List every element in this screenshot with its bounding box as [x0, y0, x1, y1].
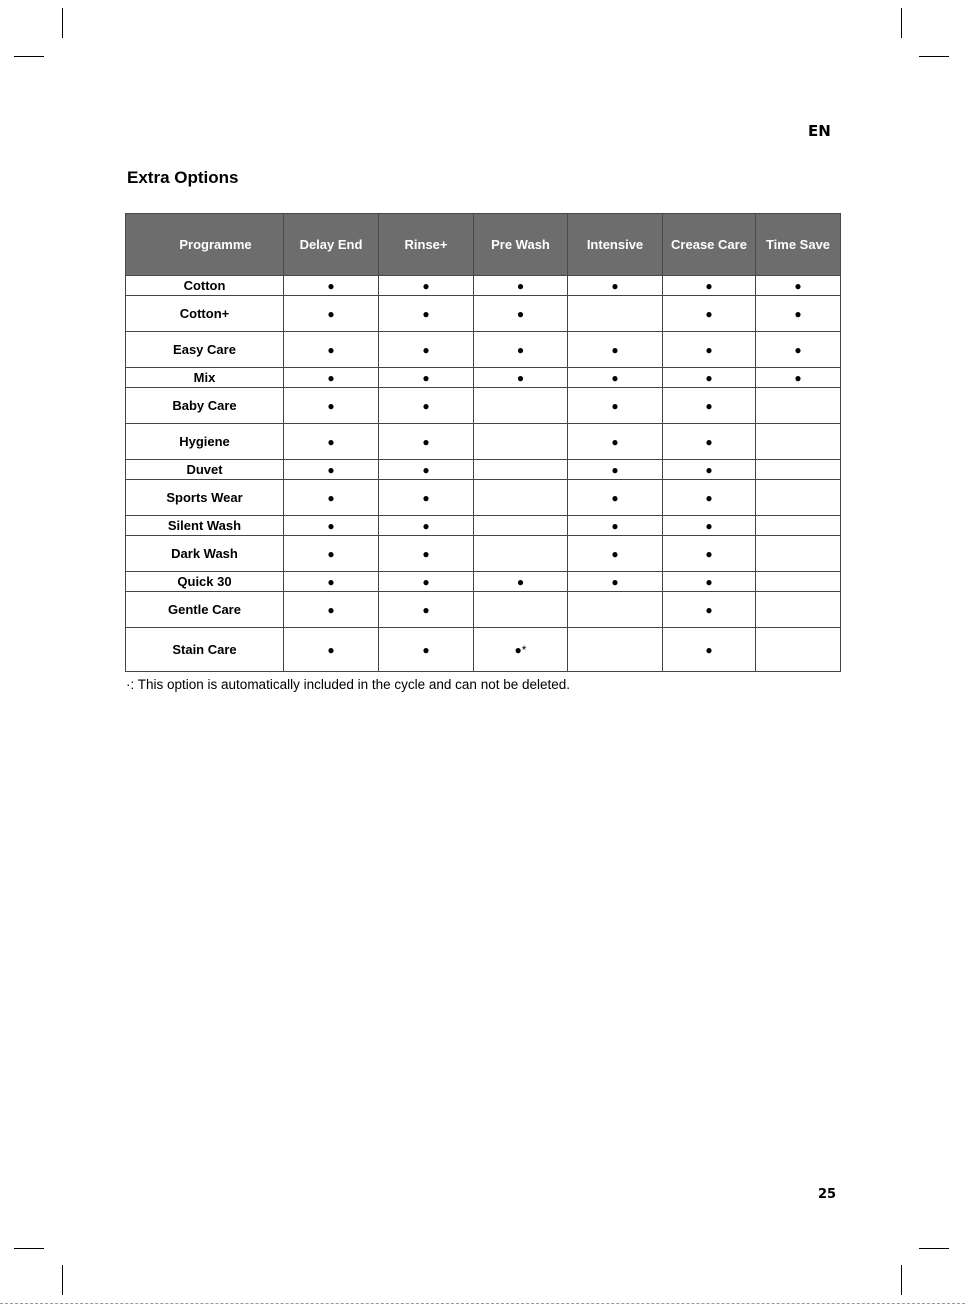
- option-cell: ●: [568, 276, 663, 296]
- column-header: Programme: [126, 214, 284, 276]
- option-cell: ●: [474, 572, 568, 592]
- table-row: [126, 516, 841, 536]
- option-cell: [756, 572, 841, 592]
- option-cell: ●: [284, 276, 379, 296]
- column-header: Intensive: [568, 214, 663, 276]
- option-cell: [756, 388, 841, 424]
- option-cell: [756, 628, 841, 672]
- option-cell: ●: [663, 296, 756, 332]
- option-cell: [474, 388, 568, 424]
- option-cell: [756, 536, 841, 572]
- option-cell: ●: [568, 424, 663, 460]
- option-cell: ●: [756, 368, 841, 388]
- crop-mark-bottom-right-vertical: [901, 1265, 902, 1295]
- option-cell: [756, 516, 841, 536]
- option-cell: ●: [284, 460, 379, 480]
- programme-cell: Silent Wash: [126, 516, 284, 536]
- programme-cell: Mix: [126, 368, 284, 388]
- option-cell: ●: [284, 572, 379, 592]
- option-cell: ●: [284, 388, 379, 424]
- table-row: [126, 536, 841, 572]
- option-cell: ●: [379, 592, 474, 628]
- crop-mark-bottom-right-horizontal: [919, 1248, 949, 1249]
- option-cell: ●: [379, 424, 474, 460]
- option-cell: ●*: [474, 628, 568, 672]
- option-cell: ●: [379, 628, 474, 672]
- option-cell: ●: [663, 388, 756, 424]
- option-cell: ●: [284, 480, 379, 516]
- option-cell: ●: [756, 276, 841, 296]
- option-cell: ●: [474, 296, 568, 332]
- option-cell: [474, 592, 568, 628]
- programme-cell: Cotton: [126, 276, 284, 296]
- crop-mark-top-right-horizontal: [919, 56, 949, 57]
- table-row: [126, 332, 841, 368]
- option-cell: ●: [663, 516, 756, 536]
- crop-mark-top-left-horizontal: [14, 56, 44, 57]
- option-cell: ●: [379, 388, 474, 424]
- option-cell: ●: [663, 536, 756, 572]
- option-cell: ●: [284, 332, 379, 368]
- option-cell: ●: [379, 480, 474, 516]
- option-cell: ●: [568, 536, 663, 572]
- option-cell: ●: [756, 332, 841, 368]
- option-cell: [474, 516, 568, 536]
- page-number: 25: [818, 1187, 837, 1202]
- option-cell: ●: [568, 460, 663, 480]
- column-header: Crease Care: [663, 214, 756, 276]
- option-cell: ●: [284, 424, 379, 460]
- option-cell: ●: [284, 296, 379, 332]
- table-row: [126, 460, 841, 480]
- option-cell: [756, 480, 841, 516]
- option-cell: [474, 480, 568, 516]
- column-header: Time Save: [756, 214, 841, 276]
- option-cell: ●: [568, 516, 663, 536]
- option-cell: ●: [379, 368, 474, 388]
- option-cell: ●: [284, 592, 379, 628]
- option-cell: ●: [284, 368, 379, 388]
- table-header-row: [126, 214, 841, 276]
- option-cell: ●: [284, 536, 379, 572]
- language-label: EN: [808, 122, 831, 140]
- programme-cell: Duvet: [126, 460, 284, 480]
- option-cell: ●: [663, 332, 756, 368]
- column-header: Pre Wash: [474, 214, 568, 276]
- option-cell: ●: [379, 536, 474, 572]
- table-body: [126, 276, 841, 672]
- option-cell: [474, 424, 568, 460]
- table-row: [126, 296, 841, 332]
- option-cell: ●: [663, 424, 756, 460]
- option-cell: ●: [663, 572, 756, 592]
- programme-cell: Hygiene: [126, 424, 284, 460]
- table-row: [126, 424, 841, 460]
- option-cell: ●: [663, 460, 756, 480]
- extra-options-table: [125, 213, 841, 672]
- column-header: Delay End: [284, 214, 379, 276]
- programme-cell: Dark Wash: [126, 536, 284, 572]
- option-cell: ●: [379, 516, 474, 536]
- option-cell: ●: [663, 592, 756, 628]
- programme-cell: Stain Care: [126, 628, 284, 672]
- option-cell: ●: [568, 388, 663, 424]
- option-cell: [756, 460, 841, 480]
- crop-mark-bottom-left-vertical: [62, 1265, 63, 1295]
- option-cell: ●: [284, 516, 379, 536]
- option-cell: [756, 424, 841, 460]
- option-cell: ●: [379, 276, 474, 296]
- option-cell: [568, 592, 663, 628]
- section-title: Extra Options: [127, 168, 239, 187]
- option-cell: ●: [663, 480, 756, 516]
- table-row: [126, 276, 841, 296]
- option-cell: [474, 460, 568, 480]
- programme-cell: Gentle Care: [126, 592, 284, 628]
- option-cell: [474, 536, 568, 572]
- column-header: Rinse+: [379, 214, 474, 276]
- programme-cell: Easy Care: [126, 332, 284, 368]
- option-cell: ●: [756, 296, 841, 332]
- table-row: [126, 572, 841, 592]
- crop-mark-top-left-vertical: [62, 8, 63, 38]
- option-cell: ●: [379, 460, 474, 480]
- programme-cell: Sports Wear: [126, 480, 284, 516]
- option-cell: ●: [379, 296, 474, 332]
- option-cell: ●: [663, 628, 756, 672]
- option-cell: ●: [474, 276, 568, 296]
- table-row: [126, 628, 841, 672]
- option-cell: ●: [568, 572, 663, 592]
- option-cell: ●: [568, 480, 663, 516]
- table-row: [126, 480, 841, 516]
- option-cell: [568, 628, 663, 672]
- programme-cell: Cotton+: [126, 296, 284, 332]
- option-cell: ●: [474, 332, 568, 368]
- table-row: [126, 388, 841, 424]
- option-cell: ●: [284, 628, 379, 672]
- option-cell: ●: [379, 572, 474, 592]
- option-cell: [568, 296, 663, 332]
- crop-mark-top-right-vertical: [901, 8, 902, 38]
- option-cell: [756, 592, 841, 628]
- table-row: [126, 592, 841, 628]
- option-cell: ●: [379, 332, 474, 368]
- option-cell: ●: [663, 276, 756, 296]
- option-cell: ●: [568, 332, 663, 368]
- programme-cell: Baby Care: [126, 388, 284, 424]
- trim-line: [0, 1303, 965, 1304]
- option-cell: ●: [663, 368, 756, 388]
- option-cell: ●: [474, 368, 568, 388]
- crop-mark-bottom-left-horizontal: [14, 1248, 44, 1249]
- programme-cell: Quick 30: [126, 572, 284, 592]
- table-row: [126, 368, 841, 388]
- footnote: ·: This option is automatically included in the cycle and can not be deleted.: [126, 677, 571, 692]
- option-cell: ●: [568, 368, 663, 388]
